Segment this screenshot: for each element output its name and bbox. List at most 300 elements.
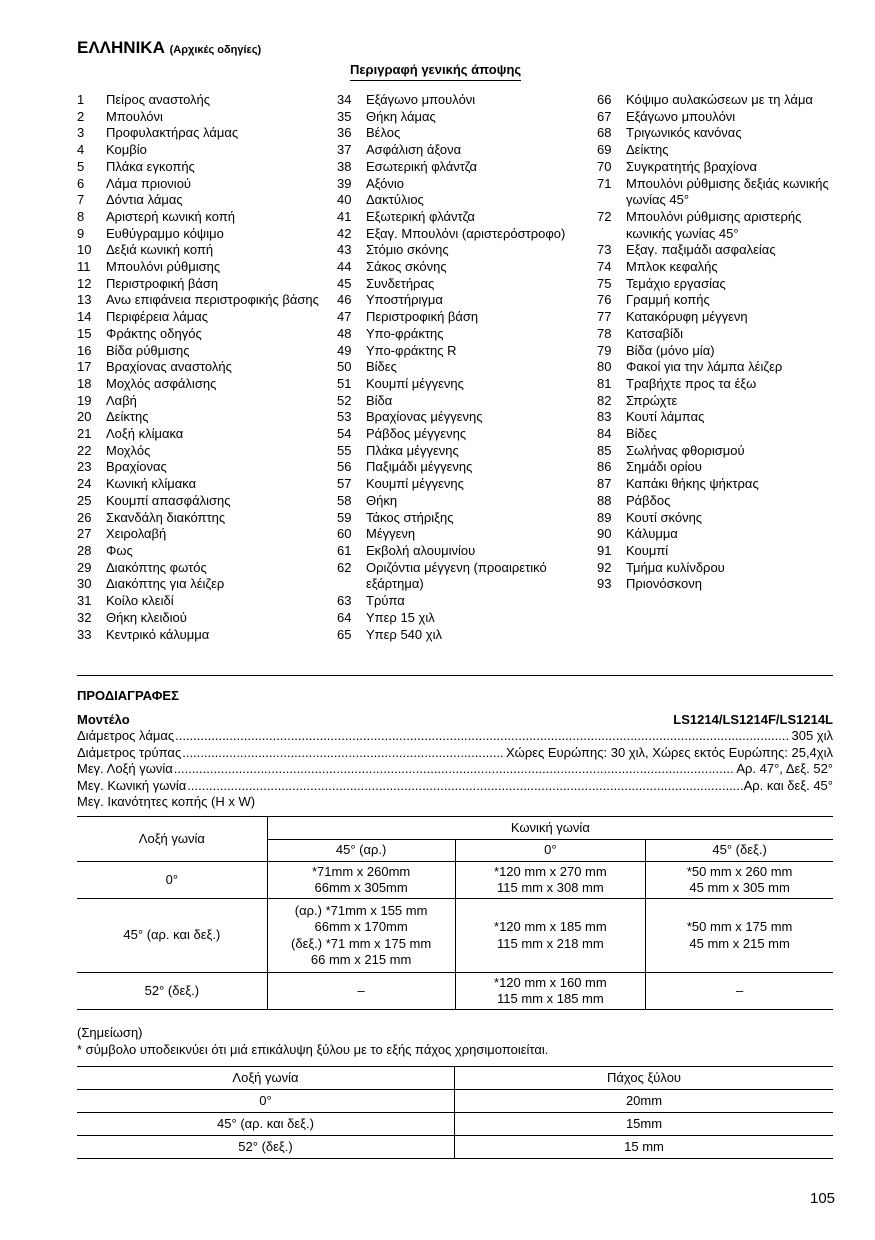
part-number: 67 <box>597 108 612 124</box>
part-item <box>597 459 837 476</box>
part-number: 93 <box>597 576 612 592</box>
part-number: 75 <box>597 275 612 291</box>
part-number: 6 <box>77 175 85 191</box>
model-label: Μοντέλο <box>77 712 130 727</box>
part-number: 11 <box>77 259 91 275</box>
spec-row <box>77 778 833 794</box>
part-number: 17 <box>77 359 92 375</box>
part-item <box>77 376 327 393</box>
part-label: Συνδετήρας <box>366 275 435 291</box>
part-item <box>77 326 327 343</box>
part-number: 54 <box>337 426 352 442</box>
spec-value: 305 χιλ <box>791 728 833 744</box>
capacity-cell <box>455 973 646 1010</box>
part-item <box>77 159 327 176</box>
part-label: Διακόπτης φωτός <box>106 559 207 575</box>
part-item <box>597 510 837 527</box>
part-number: 41 <box>337 208 352 224</box>
part-number: 47 <box>337 309 352 325</box>
capacity-group-header: Κωνική γωνία <box>267 817 833 840</box>
part-label: Δόντια λάμας <box>106 192 183 208</box>
part-label: Μοχλός <box>106 442 151 458</box>
bevel-angle-cell: 0° <box>77 862 267 899</box>
thickness-row <box>77 1090 833 1113</box>
part-label: Λοξή κλίμακα <box>106 426 184 442</box>
part-number: 83 <box>597 409 612 425</box>
part-number: 32 <box>77 609 92 625</box>
dot-leader <box>174 761 736 777</box>
part-number: 21 <box>77 426 92 442</box>
parts-list-column-1 <box>77 92 327 643</box>
part-item <box>337 176 587 193</box>
part-number: 34 <box>337 92 352 107</box>
part-number: 26 <box>77 509 92 525</box>
part-label: Βίδα (μόνο μία) <box>626 342 715 358</box>
thickness-header-row <box>77 1067 833 1090</box>
capacity-line: 66mm x 170mm <box>314 919 408 935</box>
thickness-value-cell: 15 mm <box>455 1136 834 1159</box>
part-item <box>597 393 837 410</box>
part-label: Αριστερή κωνική κοπή <box>106 208 235 224</box>
part-item <box>337 593 587 610</box>
part-item <box>597 209 837 242</box>
part-label: Τρύπα <box>366 593 405 609</box>
capacity-line: – <box>736 982 744 998</box>
part-number: 56 <box>337 459 352 475</box>
part-number: 7 <box>77 192 85 208</box>
capacity-corner-header: Λοξή γωνία <box>77 817 267 862</box>
capacity-line: 115 mm x 218 mm <box>497 935 604 951</box>
part-number: 14 <box>77 309 92 325</box>
part-item <box>77 309 327 326</box>
capacity-cell <box>646 899 833 973</box>
part-item <box>597 292 837 309</box>
part-number: 27 <box>77 526 92 542</box>
part-label: Κουμπί <box>626 542 669 558</box>
part-label: Γραμμή κοπής <box>626 292 710 308</box>
part-number: 13 <box>77 292 92 308</box>
part-label: Περιφέρεια λάμας <box>106 309 208 325</box>
part-number: 69 <box>597 142 612 158</box>
part-label: Στόμιο σκόνης <box>366 242 449 258</box>
part-item <box>597 326 837 343</box>
part-label: Κουτί σκόνης <box>626 509 703 525</box>
part-item <box>337 125 587 142</box>
part-number: 65 <box>337 626 352 642</box>
part-item <box>597 476 837 493</box>
part-label: Εκβολή αλουμινίου <box>366 542 476 558</box>
part-number: 33 <box>77 626 92 642</box>
language-name: ΕΛΛΗΝΙΚΑ <box>77 38 165 57</box>
part-number: 15 <box>77 325 92 341</box>
part-label: Υποστήριγμα <box>366 292 443 308</box>
dot-leader <box>175 728 790 744</box>
part-label: Διακόπτης για λέιζερ <box>106 576 225 592</box>
specifications-title: ΠΡΟΔΙΑΓΡΑΦΕΣ <box>77 688 179 703</box>
part-label: Κοίλο κλειδί <box>106 593 174 609</box>
capacity-line: *120 mm x 185 mm <box>494 919 607 935</box>
part-label: Κουτί λάμπας <box>626 409 705 425</box>
part-label: Λάμα πριονιού <box>106 175 192 191</box>
part-item <box>77 526 327 543</box>
capacity-line: (δεξ.) *71 mm x 175 mm <box>291 935 432 951</box>
part-item <box>77 443 327 460</box>
capacity-line: *71mm x 260mm <box>311 863 411 879</box>
part-number: 35 <box>337 108 352 124</box>
part-number: 8 <box>77 208 85 224</box>
part-number: 46 <box>337 292 352 308</box>
part-label: Μπουλόνι ρύθμισης <box>106 259 221 275</box>
part-item <box>597 142 837 159</box>
part-item <box>337 543 587 560</box>
part-label: Ράβδος μέγγενης <box>366 426 467 442</box>
part-number: 63 <box>337 593 352 609</box>
part-label: Σάκος σκόνης <box>366 259 447 275</box>
part-item <box>77 192 327 209</box>
part-number: 55 <box>337 442 352 458</box>
part-label: Βίδα ρύθμισης <box>106 342 190 358</box>
part-number: 30 <box>77 576 92 592</box>
part-item <box>77 409 327 426</box>
part-item <box>77 543 327 560</box>
part-label: Εξάγωνο μπουλόνι <box>366 92 476 107</box>
part-number: 12 <box>77 275 92 291</box>
part-item <box>337 560 587 593</box>
part-number: 51 <box>337 375 352 391</box>
part-number: 42 <box>337 225 352 241</box>
part-label: Υπο-φράκτης <box>366 325 444 341</box>
part-label: Φως <box>106 542 133 558</box>
part-number: 22 <box>77 442 92 458</box>
model-row <box>77 712 833 728</box>
part-label: Εξωτερική φλάντζα <box>366 208 475 224</box>
part-item <box>77 393 327 410</box>
capacity-line: 45 mm x 215 mm <box>689 935 790 951</box>
part-number: 66 <box>597 92 612 107</box>
part-label: Κωνική κλίμακα <box>106 476 197 492</box>
capacity-row <box>77 973 833 1010</box>
part-label: Μέγγενη <box>366 526 416 542</box>
part-label: Σκανδάλη διακόπτης <box>106 509 226 525</box>
part-item <box>77 125 327 142</box>
page-number: 105 <box>810 1190 836 1207</box>
part-number: 43 <box>337 242 352 258</box>
part-label: Χειρολαβή <box>106 526 167 542</box>
part-label: Κατακόρυφη μέγγενη <box>626 309 748 325</box>
part-number: 48 <box>337 325 352 341</box>
part-item <box>597 526 837 543</box>
part-label: Δακτύλιος <box>366 192 424 208</box>
part-number: 45 <box>337 275 352 291</box>
part-label: Λαβή <box>106 392 137 408</box>
part-number: 61 <box>337 542 352 558</box>
language-subtitle: (Αρχικές οδηγίες) <box>169 44 262 56</box>
part-number: 70 <box>597 158 612 174</box>
capacity-line: *50 mm x 175 mm <box>686 919 793 935</box>
part-item <box>597 159 837 176</box>
capacity-cell <box>455 899 646 973</box>
part-number: 79 <box>597 342 612 358</box>
capacity-line: *120 mm x 270 mm <box>494 863 607 879</box>
thickness-header: Λοξή γωνία <box>77 1067 455 1090</box>
part-number: 19 <box>77 392 92 408</box>
part-number: 88 <box>597 492 612 508</box>
part-number: 84 <box>597 426 612 442</box>
spec-label: Διάμετρος λάμας <box>77 728 175 744</box>
part-label: Μοχλός ασφάλισης <box>106 375 217 391</box>
part-item <box>337 376 587 393</box>
part-number: 82 <box>597 392 612 408</box>
capacity-cell <box>267 899 455 973</box>
spec-label: Μεγ. Λοξή γωνία <box>77 761 173 777</box>
part-item <box>337 393 587 410</box>
part-number: 90 <box>597 526 612 542</box>
part-item <box>77 493 327 510</box>
capacity-line: 115 mm x 308 mm <box>497 880 604 895</box>
part-label: Τραβήχτε προς τα έξω <box>626 375 757 391</box>
part-number: 2 <box>77 108 85 124</box>
part-item <box>77 343 327 360</box>
part-number: 20 <box>77 409 92 425</box>
thickness-angle-cell: 0° <box>77 1090 455 1113</box>
part-number: 86 <box>597 459 612 475</box>
part-number: 73 <box>597 242 612 258</box>
section-divider <box>77 675 833 676</box>
part-number: 25 <box>77 492 92 508</box>
part-number: 44 <box>337 259 352 275</box>
part-label: Εξαγ. Μπουλόνι (αριστερόστροφο) <box>366 225 566 241</box>
part-item <box>77 226 327 243</box>
part-number: 4 <box>77 142 85 158</box>
part-label: Βίδα <box>366 392 393 408</box>
capacity-cell <box>455 862 646 899</box>
part-label: Τεμάχιο εργασίας <box>626 275 726 291</box>
part-number: 87 <box>597 476 612 492</box>
part-item <box>597 543 837 560</box>
part-item <box>337 276 587 293</box>
part-number: 80 <box>597 359 612 375</box>
capacity-line: 115 mm x 185 mm <box>497 991 604 1006</box>
part-item <box>77 476 327 493</box>
part-label: Φράκτης οδηγός <box>106 325 202 341</box>
part-item <box>597 309 837 326</box>
part-item <box>337 426 587 443</box>
part-item <box>337 159 587 176</box>
part-item <box>77 142 327 159</box>
thickness-value-cell: 20mm <box>455 1090 834 1113</box>
part-label: Εξάγωνο μπουλόνι <box>626 108 736 124</box>
capacity-column-header: 0° <box>455 840 646 862</box>
part-number: 49 <box>337 342 352 358</box>
part-label: Προφυλακτήρας λάμας <box>106 125 239 141</box>
part-label: Δείκτης <box>106 409 149 425</box>
part-number: 40 <box>337 192 352 208</box>
capacity-row <box>77 862 833 899</box>
part-number: 29 <box>77 559 92 575</box>
part-item <box>77 593 327 610</box>
part-item <box>77 242 327 259</box>
part-number: 5 <box>77 158 85 174</box>
part-number: 76 <box>597 292 612 308</box>
part-number: 31 <box>77 593 92 609</box>
part-label: Μπουλόνι ρύθμισης δεξιάς κωνικής γωνίας 45° <box>626 175 829 208</box>
part-label: Πριονόσκονη <box>626 576 702 592</box>
part-label: Σπρώχτε <box>626 392 678 408</box>
spec-row <box>77 745 833 761</box>
part-item <box>597 176 837 209</box>
capacity-column-header: 45° (αρ.) <box>267 840 455 862</box>
part-label: Αξόνιο <box>366 175 404 191</box>
part-item <box>337 209 587 226</box>
part-label: Κεντρικό κάλυμμα <box>106 626 210 642</box>
spec-value: Χώρες Ευρώπης: 30 χιλ, Χώρες εκτός Ευρώπης: 25,4χιλ <box>506 744 833 760</box>
part-item <box>337 292 587 309</box>
part-item <box>77 176 327 193</box>
part-item <box>337 309 587 326</box>
part-number: 60 <box>337 526 352 542</box>
part-item <box>597 242 837 259</box>
capacity-cell <box>646 862 833 899</box>
part-label: Τμήμα κυλίνδρου <box>626 559 725 575</box>
part-label: Ευθύγραμμο κόψιμο <box>106 225 224 241</box>
part-label: Κόψιμο αυλακώσεων με τη λάμα <box>626 92 813 107</box>
part-item <box>597 259 837 276</box>
capacity-cell <box>267 862 455 899</box>
part-number: 71 <box>597 175 612 191</box>
part-item <box>77 560 327 577</box>
part-item <box>337 142 587 159</box>
part-label: Υπερ 540 χιλ <box>366 626 442 642</box>
part-label: Μπουλόνι ρύθμισης αριστερής κωνικής γωνίας 45° <box>626 208 802 241</box>
part-number: 57 <box>337 476 352 492</box>
spec-row <box>77 728 833 744</box>
part-number: 16 <box>77 342 92 358</box>
part-item <box>77 209 327 226</box>
part-number: 52 <box>337 392 352 408</box>
part-number: 23 <box>77 459 92 475</box>
part-label: Συγκρατητής βραχίονα <box>626 158 758 174</box>
parts-list-column-2 <box>337 92 587 643</box>
part-label: Σωλήνας φθορισμού <box>626 442 745 458</box>
part-item <box>597 493 837 510</box>
capacity-line: – <box>357 982 365 998</box>
thickness-value-cell: 15mm <box>455 1113 834 1136</box>
part-item <box>77 359 327 376</box>
part-item <box>337 226 587 243</box>
part-item <box>337 242 587 259</box>
part-item <box>597 125 837 142</box>
bevel-angle-cell: 45° (αρ. και δεξ.) <box>77 899 267 973</box>
part-label: Κουμπί μέγγενης <box>366 375 464 391</box>
part-label: Βέλος <box>366 125 401 141</box>
part-number: 1 <box>77 92 85 107</box>
part-item <box>337 493 587 510</box>
part-item <box>337 526 587 543</box>
part-number: 74 <box>597 259 612 275</box>
part-label: Κομβίο <box>106 142 147 158</box>
part-number: 78 <box>597 325 612 341</box>
capacity-line: 66mm x 305mm <box>314 880 408 895</box>
thickness-angle-cell: 45° (αρ. και δεξ.) <box>77 1113 455 1136</box>
capacity-line: *120 mm x 160 mm <box>494 974 607 990</box>
part-label: Κάλυμμα <box>626 526 678 542</box>
parts-list-column-3 <box>597 92 837 593</box>
part-number: 89 <box>597 509 612 525</box>
part-label: Τάκος στήριξης <box>366 509 454 525</box>
part-item <box>597 409 837 426</box>
part-label: Θήκη λάμας <box>366 108 436 124</box>
part-item <box>77 92 327 109</box>
part-number: 39 <box>337 175 352 191</box>
part-label: Πλάκα μέγγενης <box>366 442 459 458</box>
part-label: Κουμπί απασφάλισης <box>106 492 231 508</box>
part-item <box>337 510 587 527</box>
part-label: Δεξιά κωνική κοπή <box>106 242 214 258</box>
part-number: 59 <box>337 509 352 525</box>
language-title <box>77 38 261 58</box>
part-label: Οριζόντια μέγγενη (προαιρετικό εξάρτημα) <box>366 559 547 592</box>
part-label: Υπο-φράκτης R <box>366 342 457 358</box>
thickness-header: Πάχος ξύλου <box>455 1067 834 1090</box>
part-item <box>597 376 837 393</box>
capacity-column-header: 45° (δεξ.) <box>646 840 833 862</box>
part-label: Πείρος αναστολής <box>106 92 211 107</box>
part-item <box>597 560 837 577</box>
spec-value: Αρ. 47°, Δεξ. 52° <box>736 761 833 777</box>
part-item <box>597 109 837 126</box>
thickness-angle-cell: 52° (δεξ.) <box>77 1136 455 1159</box>
part-item <box>337 192 587 209</box>
part-item <box>597 92 837 109</box>
capacity-line: (αρ.) *71mm x 155 mm <box>294 902 428 918</box>
part-number: 68 <box>597 125 612 141</box>
part-item <box>337 109 587 126</box>
part-label: Καπάκι θήκης ψήκτρας <box>626 476 759 492</box>
notes <box>77 1024 548 1058</box>
part-item <box>597 576 837 593</box>
capacity-line: *50 mm x 260 mm <box>686 863 793 879</box>
part-item <box>77 576 327 593</box>
dot-leader <box>187 778 742 794</box>
part-item <box>77 109 327 126</box>
part-number: 77 <box>597 309 612 325</box>
spec-label: Μεγ. Κωνική γωνία <box>77 777 187 793</box>
part-number: 24 <box>77 476 92 492</box>
part-item <box>77 259 327 276</box>
overview-title: Περιγραφή γενικής άποψης <box>350 62 521 81</box>
part-number: 58 <box>337 492 352 508</box>
part-number: 53 <box>337 409 352 425</box>
part-label: Φακοί για την λάμπα λέιζερ <box>626 359 783 375</box>
spec-value: Αρ. και δεξ. 45° <box>743 777 833 793</box>
part-label: Σημάδι ορίου <box>626 459 702 475</box>
part-item <box>77 426 327 443</box>
part-number: 9 <box>77 225 85 241</box>
part-item <box>597 359 837 376</box>
part-number: 3 <box>77 125 85 141</box>
cutting-capacity-table <box>77 816 833 1010</box>
wood-thickness-table <box>77 1066 833 1159</box>
spec-label: Διάμετρος τρύπας <box>77 744 182 760</box>
part-item <box>77 510 327 527</box>
part-label: Βίδες <box>366 359 397 375</box>
part-label: Βραχίονας <box>106 459 167 475</box>
part-label: Εξαγ. παξιμάδι ασφαλείας <box>626 242 776 258</box>
thickness-row <box>77 1113 833 1136</box>
part-number: 18 <box>77 375 92 391</box>
part-number: 50 <box>337 359 352 375</box>
part-item <box>337 259 587 276</box>
